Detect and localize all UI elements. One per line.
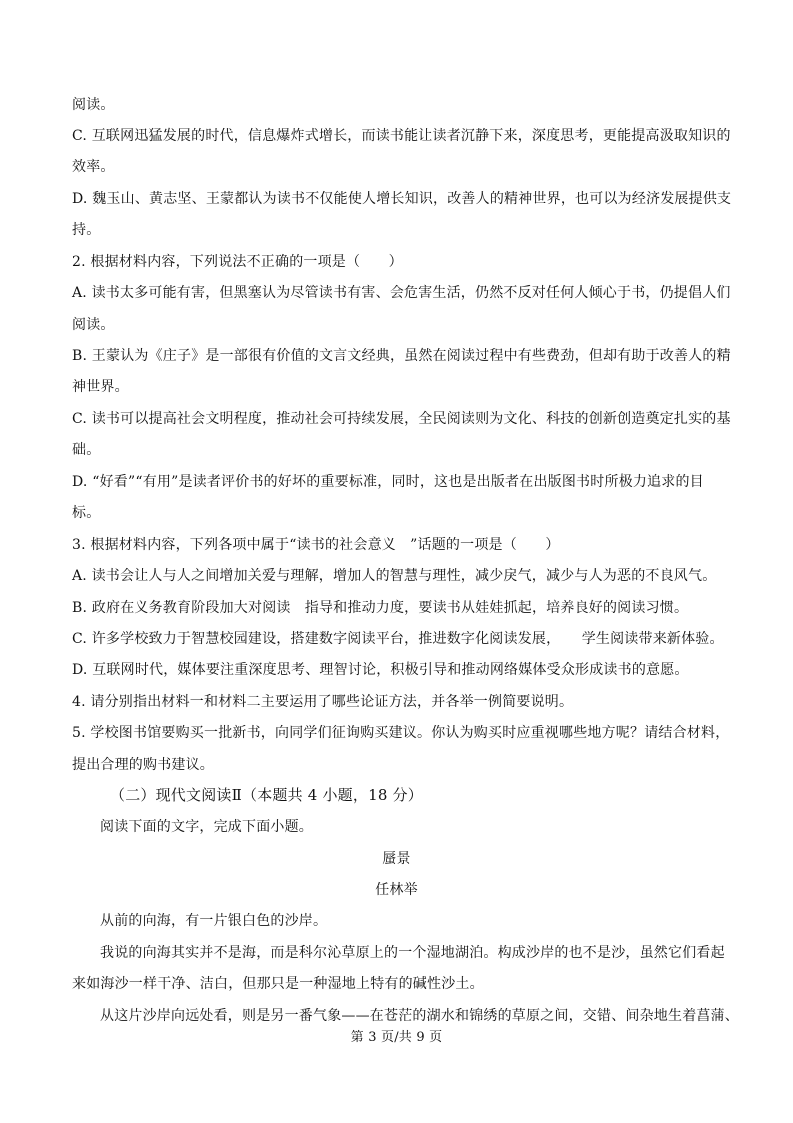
article-author: 任林举 [375, 882, 418, 898]
text-line: 标。 [72, 505, 101, 521]
page-footer: 第 3 页/共 9 页 [350, 1030, 443, 1045]
paragraph-line: 来如海沙一样干净、洁白，但那只是一种湿地上特有的碱性沙土。 [72, 976, 484, 992]
question-4: 4. 请分别指出材料一和材料二主要运用了哪些论证方法，并各举一例简要说明。 [72, 694, 574, 710]
text-line: 持。 [72, 222, 101, 238]
question-3: 3. 根据材料内容，下列各项中属于“读书的社会意义 ”话题的一项是（ ） [72, 537, 560, 553]
option-c-line: C. 许多学校致力于智慧校园建设，搭建数字阅读平台，推进数字化阅读发展， 学生阅读带来新体验。 [72, 631, 724, 647]
option-d-line: D. 魏玉山、黄志坚、王蒙都认为读书不仅能使人增长知识，改善人的精神世界，也可以为经济发展提供支 [72, 191, 732, 207]
option-c-line: C. 互联网迅猛发展的时代，信息爆炸式增长，而读书能让读者沉静下来，深度思考，更能提高汲取知识的 [72, 128, 731, 144]
section-heading: （二）现代文阅读Ⅱ（本题共 4 小题，18 分） [110, 786, 423, 804]
option-a-line: A. 读书太多可能有害，但黑塞认为尽管读书有害、会危害生活，仍然不反对任何人倾心于书，仍提倡人们 [72, 285, 731, 301]
paragraph-line: 我说的向海其实并不是海，而是科尔沁草原上的一个湿地湖泊。构成沙岸的也不是沙，虽然它们看起 [100, 945, 725, 961]
text-line: 阅读。 [72, 97, 115, 113]
text-line: 效率。 [72, 159, 115, 175]
option-c-line: C. 读书可以提高社会文明程度，推动社会可持续发展，全民阅读则为文化、科技的创新创造奠定扎实的基 [72, 411, 731, 427]
option-a-line: A. 读书会让人与人之间增加关爱与理解，增加人的智慧与理性，减少戾气，减少与人为恶的不良风气。 [72, 568, 717, 584]
option-b-line: B. 王蒙认为《庄子》是一部很有价值的文言文经典，虽然在阅读过程中有些费劲，但却有助于改善人的精 [72, 348, 731, 364]
option-d-line: D. 互联网时代，媒体要注重深度思考、理智讨论，积极引导和推动网络媒体受众形成读书的意愿。 [72, 662, 689, 678]
instruction: 阅读下面的文字，完成下面小题。 [100, 819, 313, 835]
question-5: 5. 学校图书馆要购买一批新书，向同学们征询购买建议。你认为购买时应重视哪些地方呢？请结合材料， [72, 725, 730, 741]
paragraph-line: 从这片沙岸向远处看，则是另一番气象——在苍茫的湖水和锦绣的草原之间，交错、间杂地生着菖蒲、 [100, 1008, 739, 1024]
paragraph-line: 从前的向海，有一片银白色的沙岸。 [100, 913, 328, 929]
question-2: 2. 根据材料内容，下列说法不正确的一项是（ ） [72, 254, 403, 270]
article-title: 蜃景 [382, 851, 411, 867]
option-d-line: D. “好看”“有用”是读者评价书的好坏的重要标准，同时，这也是出版者在出版图书时所极力追求的目 [72, 474, 704, 490]
text-line: 神世界。 [72, 379, 129, 395]
option-b-line: B. 政府在义务教育阶段加大对阅读 指导和推动力度，要读书从娃娃抓起，培养良好的阅读习惯。 [72, 600, 689, 616]
text-line: 础。 [72, 442, 101, 458]
text-line: 提出合理的购书建议。 [72, 757, 214, 773]
text-line: 阅读。 [72, 317, 115, 333]
